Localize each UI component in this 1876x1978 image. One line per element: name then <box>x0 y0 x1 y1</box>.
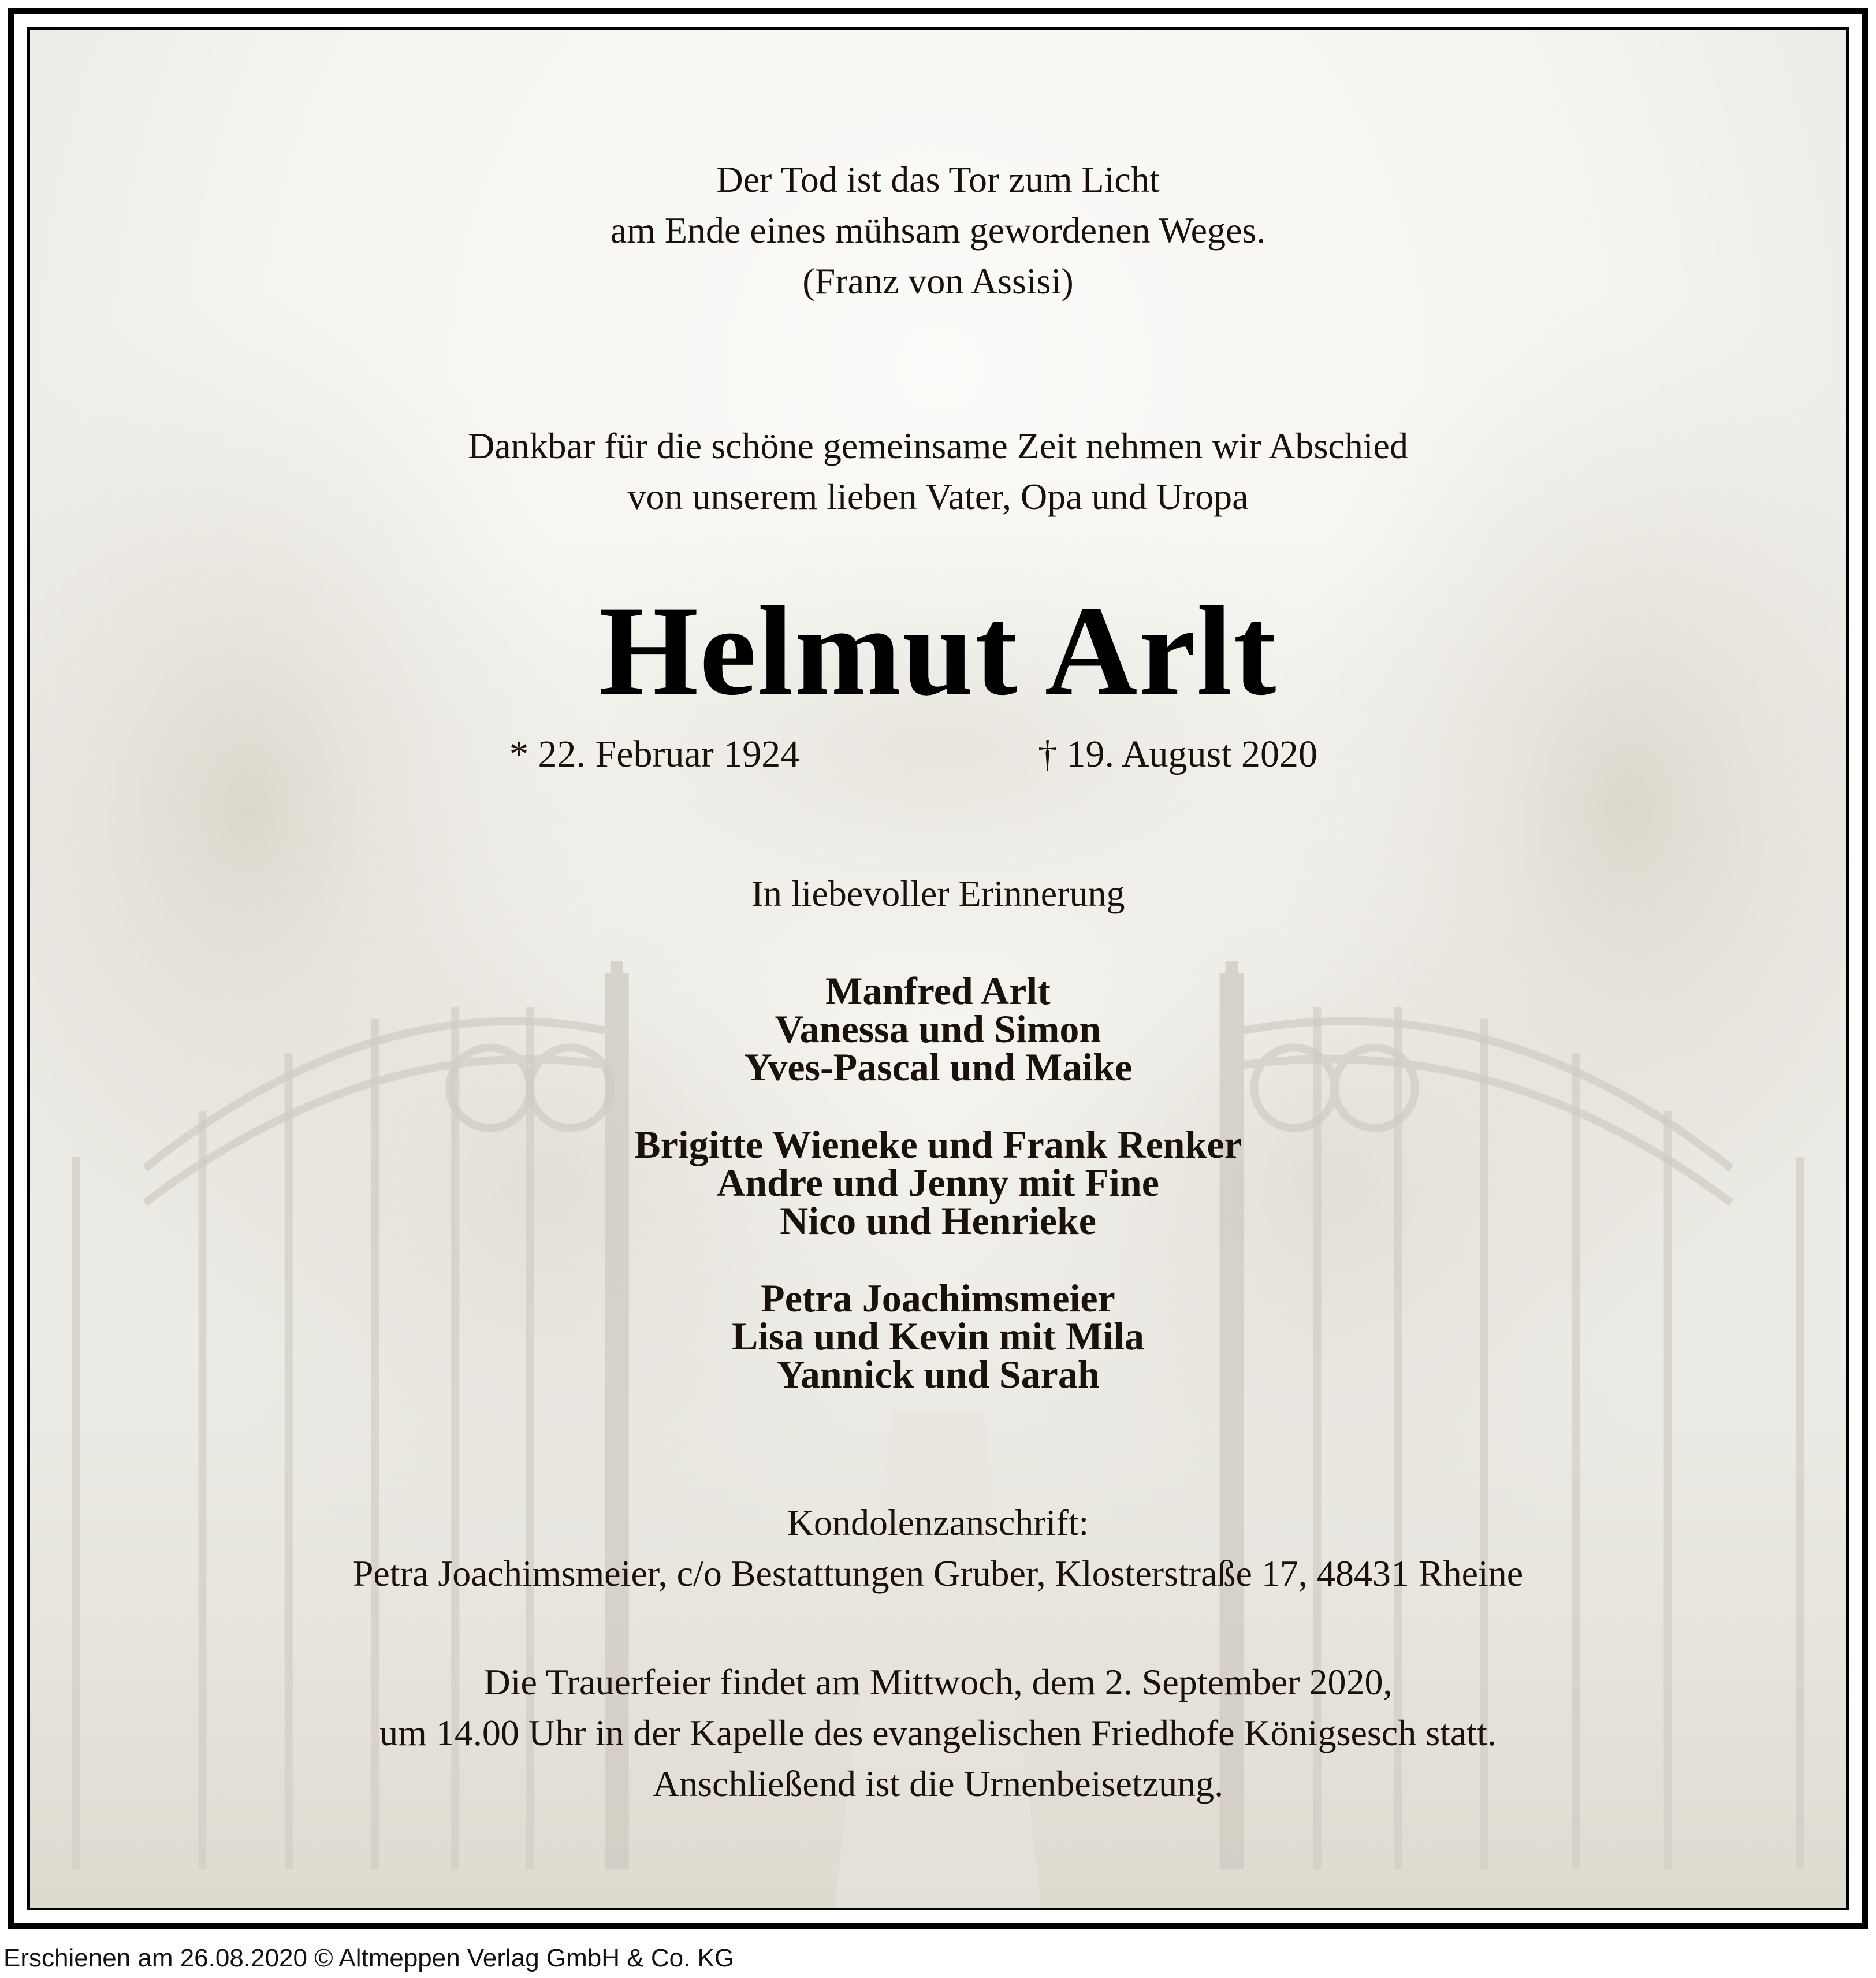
memory-text: In liebevoller Erinnerung <box>751 873 1125 914</box>
publication-footer: Erschienen am 26.08.2020 © Altmeppen Verlag GmbH & Co. KG <box>3 1944 735 1972</box>
mourner-name: Manfred Arlt <box>825 969 1051 1013</box>
condolence-address: Petra Joachimsmeier, c/o Bestattungen Gruber, Klosterstraße 17, 48431 Rheine <box>352 1553 1524 1594</box>
condolence-label: Kondolenzanschrift: <box>787 1502 1089 1543</box>
mourner-name: Petra Joachimsmeier <box>761 1276 1115 1320</box>
mourner-name: Nico und Henrieke <box>780 1199 1096 1243</box>
ceremony-line-2: um 14.00 Uhr in der Kapelle des evangelischen Friedhofe Königsesch statt. <box>379 1712 1497 1753</box>
ceremony-line-1: Die Trauerfeier findet am Mittwoch, dem 2. September 2020, <box>483 1661 1393 1702</box>
intro-line-2: von unserem lieben Vater, Opa und Uropa <box>627 476 1249 517</box>
quote-line-2: am Ende eines mühsam gewordenen Weges. <box>610 210 1266 251</box>
birth-date: * 22. Februar 1924 <box>509 733 800 775</box>
ceremony-line-3: Anschließend ist die Urnenbeisetzung. <box>652 1763 1224 1804</box>
mourner-name: Lisa und Kevin mit Mila <box>731 1314 1145 1358</box>
obituary-notice <box>8 8 1868 1929</box>
obituary-inner-frame <box>27 27 1849 1910</box>
obituary-content <box>30 30 1846 1908</box>
mourner-name: Brigitte Wieneke und Frank Renker <box>634 1122 1242 1166</box>
deceased-name: Helmut Arlt <box>598 580 1278 722</box>
mourner-name: Vanessa und Simon <box>775 1007 1101 1051</box>
death-date: † 19. August 2020 <box>1038 733 1318 775</box>
mourner-name: Yannick und Sarah <box>776 1352 1100 1396</box>
intro-line-1: Dankbar für die schöne gemeinsame Zeit nehmen wir Abschied <box>468 425 1408 466</box>
quote-line-1: Der Tod ist das Tor zum Licht <box>716 159 1160 200</box>
mourner-name: Yves-Pascal und Maike <box>743 1045 1133 1089</box>
mourner-name: Andre und Jenny mit Fine <box>717 1161 1159 1204</box>
quote-author: (Franz von Assisi) <box>802 261 1074 302</box>
